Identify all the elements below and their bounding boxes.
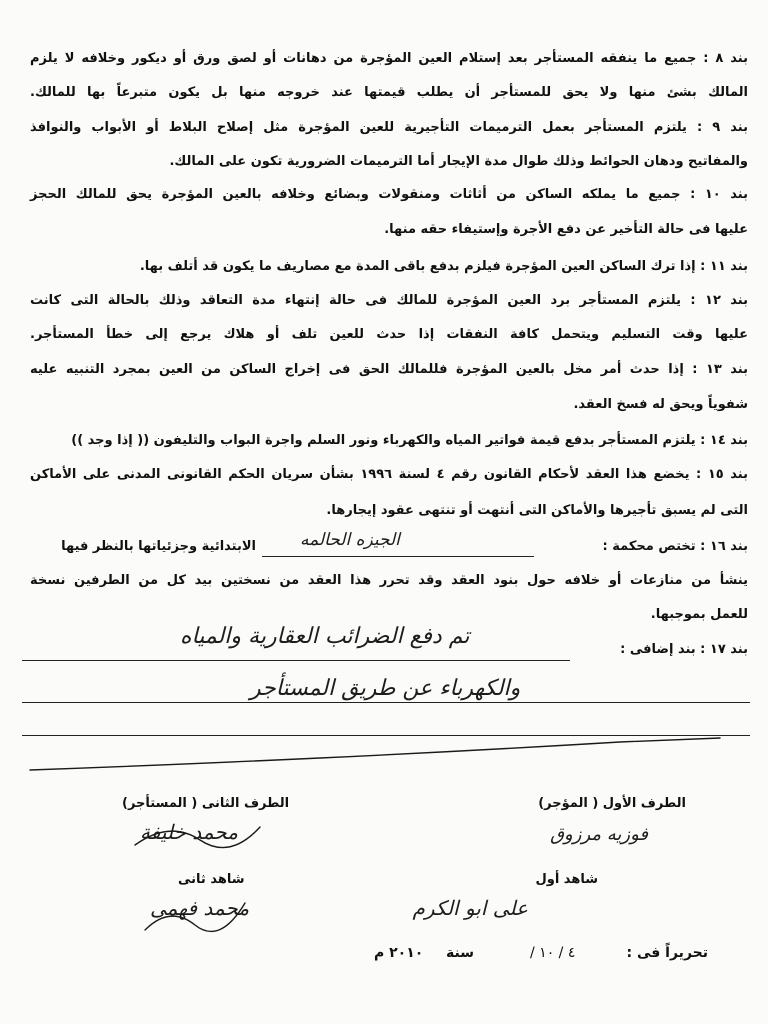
clause-12-line-2: عليها وقت التسليم ويتحمل كافة النفقات إذا حدث للعين تلف أو هلاك يرجع إلى خطأ المستأجر. <box>30 327 748 342</box>
date-year: ٢٠١٠ م <box>374 945 424 961</box>
clause-16-label: بند ١٦ : تختص محكمة : <box>602 539 748 554</box>
second-witness-signature: محمد فهمى <box>150 896 250 920</box>
second-party-signature: محمد خليفة <box>140 820 238 844</box>
clause-9-line-1: بند ٩ : يلتزم المستأجر بعمل الترميمات التأجيرية للعين المؤجرة مثل إصلاح البلاط أو الأبواب والنوافذ <box>30 120 748 135</box>
court-handwritten: الجيزه الحالمه <box>300 530 400 550</box>
clause-16-line-2: ينشأ من منازعات أو خلافه حول بنود العقد وقد تحرر هذا العقد من نسختين بيد كل من الطرفين نسخة <box>30 573 748 588</box>
clause-13-line-1: بند ١٣ : إذا حدث أمر مخل بالعين المؤجرة فللمالك الحق فى إخراج الساكن من العين بمجرد التنبيه عليه <box>30 362 748 377</box>
clause-14-line-1: بند ١٤ : يلتزم المستأجر بدفع قيمة فواتير المياه والكهرباء ونور السلم واجرة البواب والتليفون (( إذا وجد )) <box>71 433 748 448</box>
clause-8-line-2: المالك بشئ منها ولا يحق للمستأجر أن يطلب قيمتها عند خروجه منها بل يكون متبرعاً بها للمالك. <box>30 85 748 100</box>
clause-8-line-1: بند ٨ : جميع ما ينفقه المستأجر بعد إستلام العين المؤجرة من دهانات أو لصق ورق أو ديكور وخلافه لا يلزم <box>30 51 748 66</box>
clause-12-line-1: بند ١٢ : يلتزم المستأجر برد العين المؤجرة للمالك فى حالة إنتهاء مدة التعاقد وذلك بالحالة التى كانت <box>30 293 748 308</box>
additional-handwritten-1: تم دفع الضرائب العقارية والمياه <box>180 624 470 649</box>
clause-15-line-1: بند ١٥ : يخضع هذا العقد لأحكام القانون رقم ٤ لسنة ١٩٩٦ بشأن سريان الحكم القانونى المدنى على الأماكن <box>30 467 748 482</box>
first-witness-signature: على ابو الكرم <box>412 896 528 920</box>
second-witness-signature-stroke <box>140 895 250 940</box>
first-party-signature: فوزيه مرزوق <box>550 824 648 845</box>
clause-15-line-2: التى لم يسبق تأجيرها والأماكن التى أنتهت أو تنتهى عقود إيجارها. <box>326 503 748 518</box>
date-year-label: سنة <box>446 945 474 961</box>
clause-16-rest: الابتدائية وجزئياتها بالنظر فيها <box>61 539 256 554</box>
second-witness-label: شاهد ثانى <box>178 872 245 887</box>
date-label: تحريراً فى : <box>626 945 708 961</box>
additional-line-2 <box>22 702 750 703</box>
clause-17-label: بند ١٧ : بند إضافى : <box>620 642 748 657</box>
additional-handwritten-2: والكهرباء عن طريق المستأجر <box>250 676 521 701</box>
clause-10-line-2: عليها فى حالة التأخير عن دفع الأجرة وإستيفاء حقه منها. <box>384 222 748 237</box>
clause-10-line-1: بند ١٠ : جميع ما يملكه الساكن من أثاثات ومنقولات وبضائع وخلافه بالعين المؤجرة يحق للمالك الحجز <box>30 187 748 202</box>
clause-13-line-2: شفوياً ويحق له فسخ العقد. <box>573 397 748 412</box>
court-underline <box>262 556 534 557</box>
date-day-month: ٤ / ١٠ / <box>530 945 576 961</box>
first-witness-label: شاهد أول <box>535 872 598 887</box>
clause-16-line-3: للعمل بموجبها. <box>650 607 748 622</box>
additional-strike-stroke <box>20 720 740 780</box>
clause-9-line-2: والمفاتيح ودهان الحوائط وذلك طوال مدة الإيجار أما الترميمات الضرورية تكون على المالك. <box>169 154 748 169</box>
second-party-signature-stroke <box>130 815 270 855</box>
first-party-label: الطرف الأول ( المؤجر) <box>538 796 686 811</box>
additional-line-1 <box>22 660 570 661</box>
clause-11-line-1: بند ١١ : إذا ترك الساكن العين المؤجرة فيلزم بدفع باقى المدة مع مصاريف ما يكون قد أتلف بها. <box>139 259 748 274</box>
second-party-label: الطرف الثانى ( المستأجر) <box>122 796 290 811</box>
